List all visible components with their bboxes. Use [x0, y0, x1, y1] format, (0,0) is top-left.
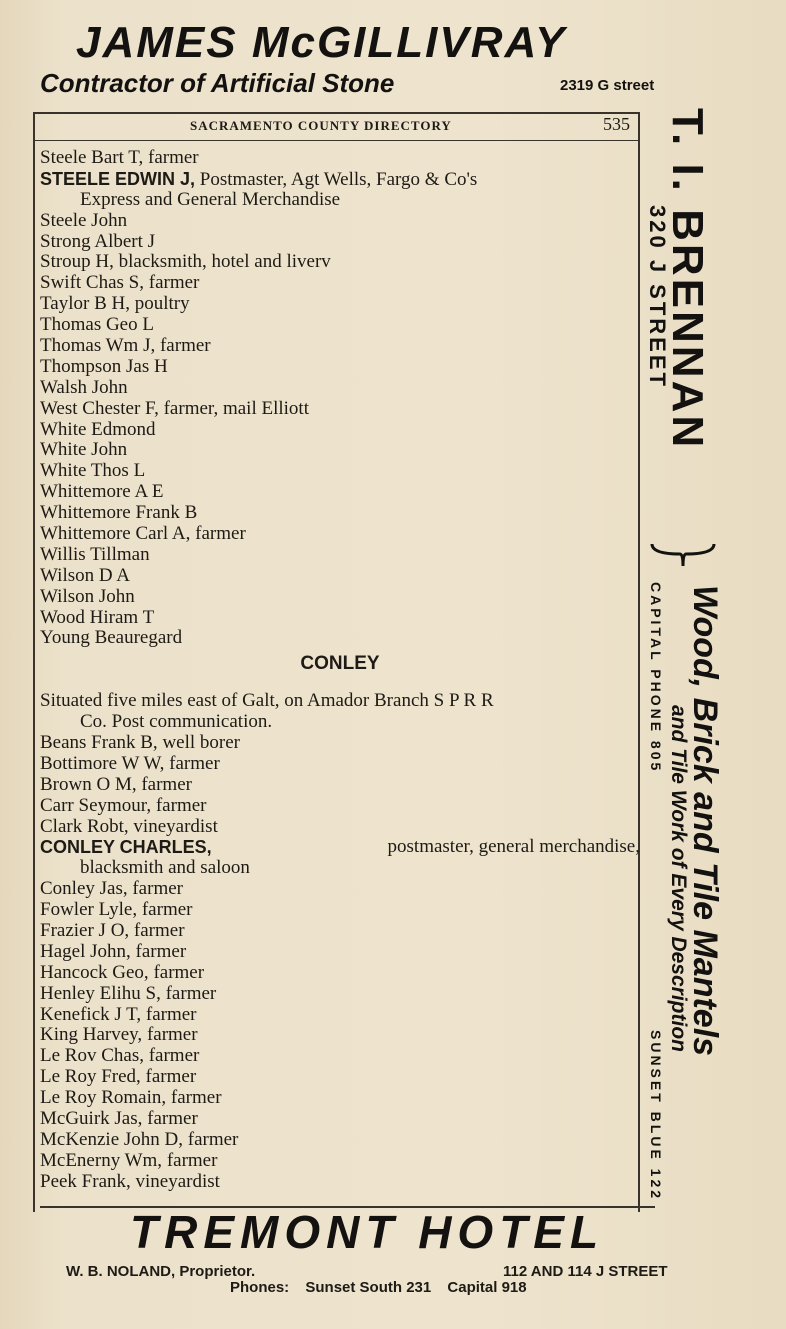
directory-entry [40, 148, 640, 169]
entry-name: Wilson D A [40, 564, 131, 586]
directory-entry [40, 1088, 640, 1109]
advertiser-subtitle: Contractor of Artificial Stone [40, 68, 395, 98]
entry-detail: farmer [141, 1003, 197, 1025]
directory-entry [40, 503, 640, 524]
entry-name: Kenefick J T, [40, 1003, 142, 1025]
directory-entry [40, 775, 640, 796]
entry-name: Peek Frank, [40, 1170, 131, 1192]
directory-entry [40, 273, 640, 294]
side-ad-street: 320 J STREET [645, 205, 670, 389]
entry-name: Le Roy Romain, [40, 1087, 167, 1109]
directory-entry [40, 733, 640, 754]
entry-detail: postmaster, general merchandise, [387, 836, 640, 858]
entry-name: Steele John [40, 209, 128, 231]
entry-detail: farmer [142, 1024, 198, 1046]
section-intro-line: Situated five miles east of Galt, on Amador Branch S P R R [40, 690, 494, 712]
entry-name: McKenzie John D, [40, 1128, 183, 1150]
directory-entry [40, 1151, 640, 1172]
entry-name: Thompson Jas H [40, 355, 168, 377]
directory-entry [40, 420, 640, 441]
phone-sunset: Sunset South 231 [305, 1279, 432, 1296]
entry-detail: farmer [143, 1045, 200, 1067]
entry-detail: farmer [144, 272, 200, 294]
entry-name: Stroup H, [40, 251, 114, 273]
section-heading: CONLEY [300, 653, 380, 675]
directory-entry [40, 817, 640, 838]
directory-entry [40, 1109, 640, 1130]
frame-left-rule [33, 112, 35, 1212]
entry-detail: farmer [137, 899, 193, 921]
entry-continuation: Express and General Merchandise [80, 188, 341, 210]
entry-name: Whittemore A E [40, 481, 164, 503]
entry-name: Fowler Lyle, [40, 899, 138, 921]
directory-entry [40, 461, 640, 482]
side-ad-sunset-phone: SUNSET BLUE 122 [648, 1030, 664, 1202]
side-ad-capital-phone: CAPITAL PHONE 805 [648, 582, 664, 774]
entry-detail: farmer [130, 940, 187, 962]
entry-detail: farmer [148, 961, 205, 983]
directory-entry [40, 294, 640, 315]
entry-name: Hagel John, [40, 940, 131, 962]
advertiser-name: JAMES McGILLIVRAY [76, 18, 567, 67]
entry-detail: farmer [129, 919, 185, 941]
hotel-address: 112 AND 114 J STREET [503, 1263, 668, 1280]
entry-name: White Thos L [40, 460, 146, 482]
directory-entry [40, 336, 640, 357]
entry-name: Bottimore W W, [40, 752, 165, 774]
directory-entry [40, 796, 640, 817]
entry-name: Conley Jas, [40, 878, 128, 900]
directory-entry [40, 378, 640, 399]
entry-detail: farmer [143, 147, 199, 168]
directory-entry [40, 1130, 640, 1151]
directory-entry [40, 232, 640, 253]
entry-name: McGuirk Jas, [40, 1107, 143, 1129]
entry-detail: vineyardist [130, 1170, 220, 1192]
entry-detail: vineyardist [128, 815, 218, 837]
entry-name: Whittemore Frank B [40, 502, 198, 524]
entry-name: Frazier J O, [40, 919, 130, 941]
hotel-title: TREMONT HOTEL [130, 1206, 605, 1258]
entry-name: Swift Chas S, [40, 272, 144, 294]
directory-entry [40, 315, 640, 336]
entry-name: Brown O M, [40, 773, 137, 795]
entry-detail: farmer [127, 878, 183, 900]
entry-name: Hancock Geo, [40, 961, 149, 983]
entry-name: Wood Hiram T [40, 606, 155, 628]
directory-entry [40, 440, 640, 461]
entry-detail: Postmaster, Agt Wells, Fargo & Co's [195, 168, 478, 190]
entry-name: Le Roy Fred, [40, 1066, 141, 1088]
entry-name: McEnerny Wm, [40, 1149, 163, 1171]
entry-detail: farmer [190, 523, 246, 545]
entry-detail: poultry [129, 293, 190, 315]
entry-detail: farmer [162, 1149, 218, 1171]
directory-entry [40, 545, 640, 566]
directory-entry [40, 879, 640, 900]
directory-entry [40, 1172, 640, 1193]
entry-name: Thomas Geo L [40, 314, 154, 336]
advertiser-address: 2319 G street [560, 77, 655, 94]
directory-entry [40, 1046, 640, 1067]
entry-detail: farmer [136, 773, 192, 795]
entry-name: White Edmond [40, 418, 156, 440]
entry-detail: farmer, mail Elliott [158, 397, 309, 419]
side-ad-line2: and Tile Work of Every Description [667, 705, 690, 1052]
directory-entry [40, 252, 640, 273]
side-ad-brace [650, 540, 716, 570]
entry-name: West Chester F, [40, 397, 159, 419]
entry-detail: farmer [183, 1128, 239, 1150]
entry-name: Steele Bart T, [40, 147, 144, 168]
directory-entry [40, 984, 640, 1005]
entry-name: CONLEY CHARLES, [40, 837, 212, 858]
directory-entry [40, 169, 640, 190]
entry-name: King Harvey, [40, 1024, 143, 1046]
directory-entry [40, 900, 640, 921]
directory-entry [40, 482, 640, 503]
entry-name: Beans Frank B, [40, 731, 158, 753]
entry-name: Whittemore Carl A, [40, 523, 191, 545]
directory-entry [40, 942, 640, 963]
running-head-title: SACRAMENTO COUNTY DIRECTORY [190, 118, 452, 133]
entry-detail: blacksmith, hotel and liverv [113, 251, 331, 273]
entry-name: STEELE EDWIN J, [40, 168, 196, 189]
directory-entry [40, 399, 640, 420]
entry-name: Thomas Wm J, [40, 335, 156, 357]
entry-name: Young Beauregard [40, 627, 183, 649]
directory-listing [40, 148, 640, 1193]
entry-name: Clark Robt, [40, 815, 129, 837]
directory-entry [40, 921, 640, 942]
entry-detail: well borer [157, 731, 240, 753]
directory-entry [40, 628, 640, 649]
entry-name: White John [40, 439, 128, 461]
entry-detail: farmer [155, 335, 211, 357]
entry-name: Carr Seymour, [40, 794, 152, 816]
directory-entry [40, 963, 640, 984]
frame-top-rule [33, 112, 640, 114]
phone-capital: Capital 918 [447, 1279, 527, 1296]
entry-name: Taylor B H, [40, 293, 130, 315]
hotel-proprietor: W. B. NOLAND, Proprietor. [66, 1263, 256, 1280]
directory-entry [40, 211, 640, 232]
entry-detail: farmer [166, 1087, 222, 1109]
directory-entry [40, 566, 640, 587]
running-head-rule [33, 140, 640, 141]
entry-name: Strong Albert J [40, 230, 156, 252]
entry-name: Henley Elihu S, [40, 982, 161, 1004]
entry-name: Wilson John [40, 585, 135, 607]
entry-name: Willis Tillman [40, 543, 150, 565]
side-ad-name: T. I. BRENNAN [663, 108, 712, 451]
page-number: 535 [603, 114, 630, 134]
directory-entry [40, 837, 640, 858]
entry-detail: farmer [160, 982, 217, 1004]
side-ad-line1: Wood, Brick and Tile Mantels [686, 585, 724, 1057]
entry-detail: farmer [142, 1107, 198, 1129]
directory-entry [40, 524, 640, 545]
section-intro-continuation: Co. Post communication. [80, 711, 273, 733]
entry-continuation: blacksmith and saloon [80, 857, 250, 879]
entry-detail: farmer [140, 1066, 197, 1088]
directory-entry [40, 1067, 640, 1088]
directory-entry [40, 754, 640, 775]
phones-label: Phones: [230, 1279, 290, 1296]
directory-entry [40, 587, 640, 608]
directory-entry [40, 357, 640, 378]
hotel-phones [230, 1279, 539, 1296]
directory-entry [40, 1005, 640, 1026]
entry-name: Le Rov Chas, [40, 1045, 144, 1067]
listing-part-a [40, 148, 640, 649]
entry-detail: farmer [164, 752, 220, 774]
directory-entry [40, 1025, 640, 1046]
entry-name: Walsh John [40, 376, 128, 398]
directory-entry [40, 608, 640, 629]
listing-part-b [40, 733, 640, 1193]
entry-detail: farmer [151, 794, 207, 816]
